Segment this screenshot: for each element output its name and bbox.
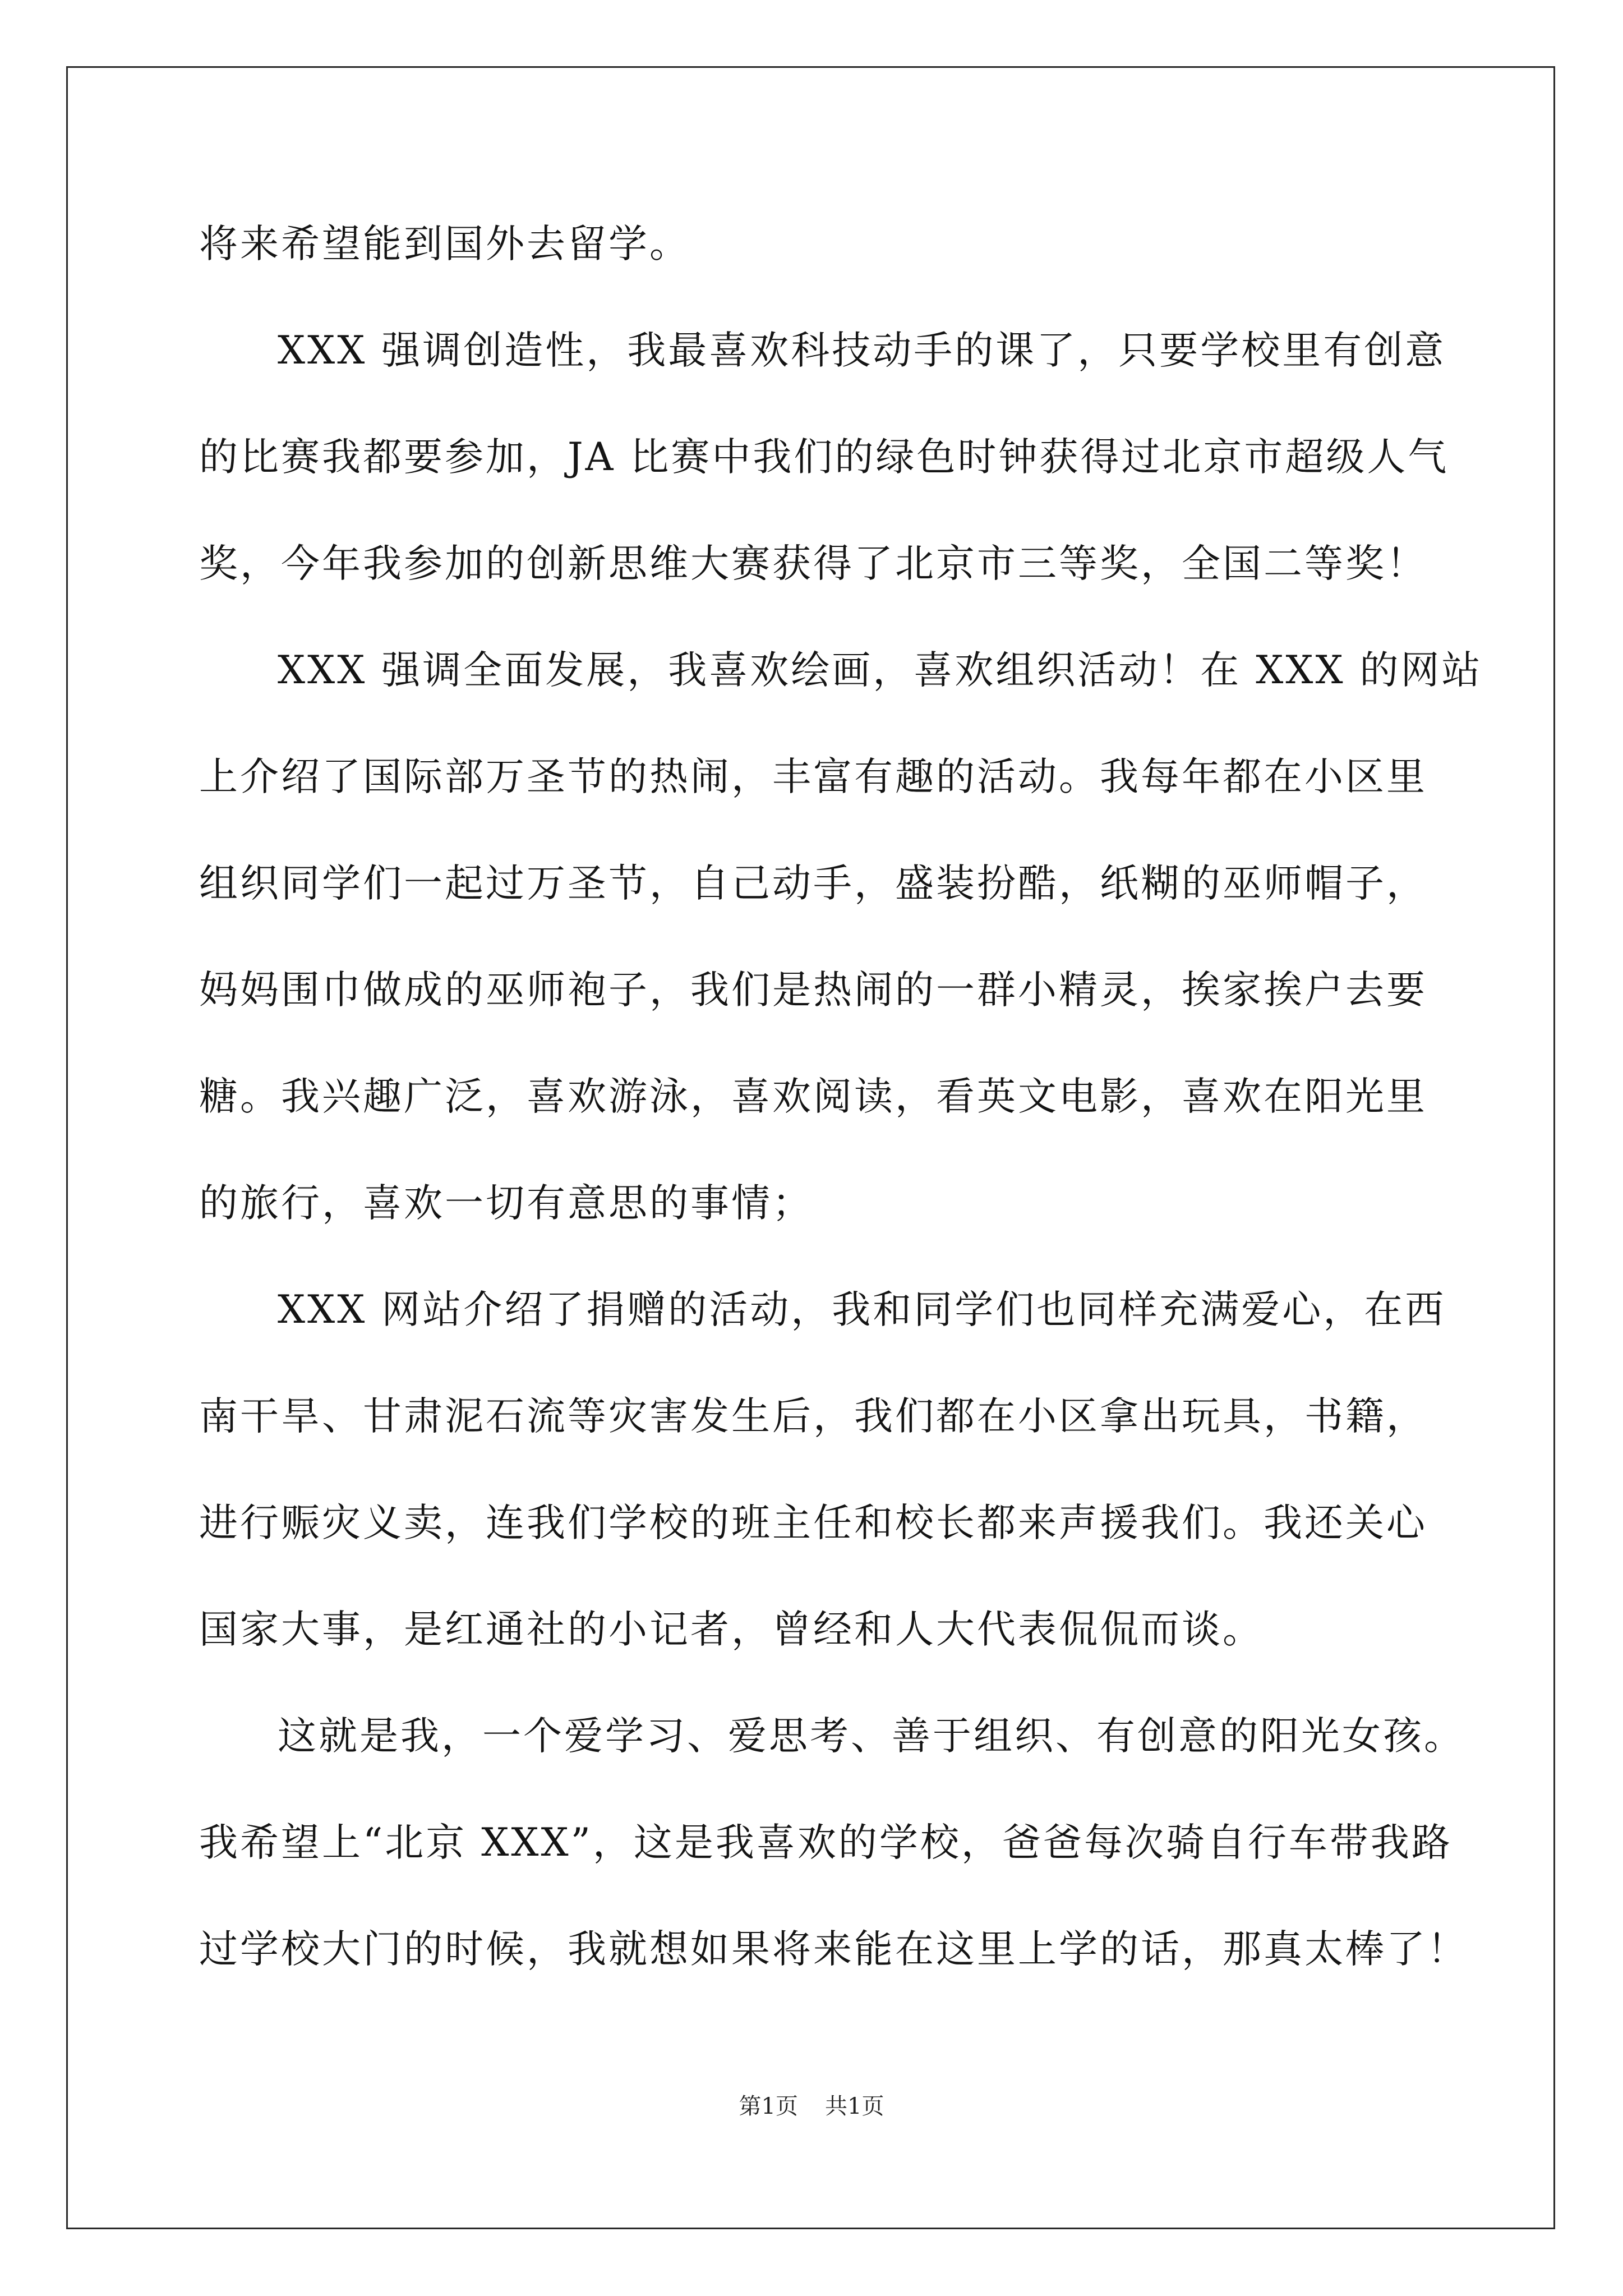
text-line: 的旅行，喜欢一切有意思的事情； xyxy=(199,1181,813,1226)
page-number: 第1页 xyxy=(739,2093,798,2119)
text-line: 进行赈灾义卖，连我们学校的班主任和校长都来声援我们。我还关心 xyxy=(199,1501,1427,1545)
text-line: 将来希望能到国外去留学。 xyxy=(199,222,690,266)
text-line: 的比赛我都要参加，JA 比赛中我们的绿色时钟获得过北京市超级人气 xyxy=(199,435,1449,480)
page-border xyxy=(66,66,1555,2229)
text-line: 奖，今年我参加的创新思维大赛获得了北京市三等奖，全国二等奖！ xyxy=(199,541,1427,586)
text-line: 南干旱、甘肃泥石流等灾害发生后，我们都在小区拿出玩具，书籍， xyxy=(199,1394,1427,1439)
text-line: 国家大事，是红通社的小记者，曾经和人大代表侃侃而谈。 xyxy=(199,1607,1264,1652)
page-footer xyxy=(0,2090,1623,2123)
text-line: 我希望上“北京 XXX”，这是我喜欢的学校，爸爸每次骑自行车带我路 xyxy=(199,1820,1453,1865)
paragraph-start-line: XXX 强调全面发展，我喜欢绘画，喜欢组织活动！在 XXX 的网站 xyxy=(278,648,1483,693)
text-line: 糖。我兴趣广泛，喜欢游泳，喜欢阅读，看英文电影，喜欢在阳光里 xyxy=(199,1074,1427,1119)
text-line: 过学校大门的时候，我就想如果将来能在这里上学的话，那真太棒了！ xyxy=(199,1927,1468,1972)
paragraph-start-line: 这就是我，一个爱学习、爱思考、善于组织、有创意的阳光女孩。 xyxy=(278,1714,1465,1759)
paragraph-start-line: XXX 网站介绍了捐赠的活动，我和同学们也同样充满爱心，在西 xyxy=(278,1287,1446,1332)
paragraph-start-line: XXX 强调创造性，我最喜欢科技动手的课了，只要学校里有创意 xyxy=(278,328,1446,373)
page-total: 共1页 xyxy=(825,2093,884,2119)
text-line: 组织同学们一起过万圣节，自己动手，盛装扮酷，纸糊的巫师帽子， xyxy=(199,861,1427,906)
text-line: 妈妈围巾做成的巫师袍子，我们是热闹的一群小精灵，挨家挨户去要 xyxy=(199,968,1427,1013)
text-line: 上介绍了国际部万圣节的热闹，丰富有趣的活动。我每年都在小区里 xyxy=(199,754,1427,799)
